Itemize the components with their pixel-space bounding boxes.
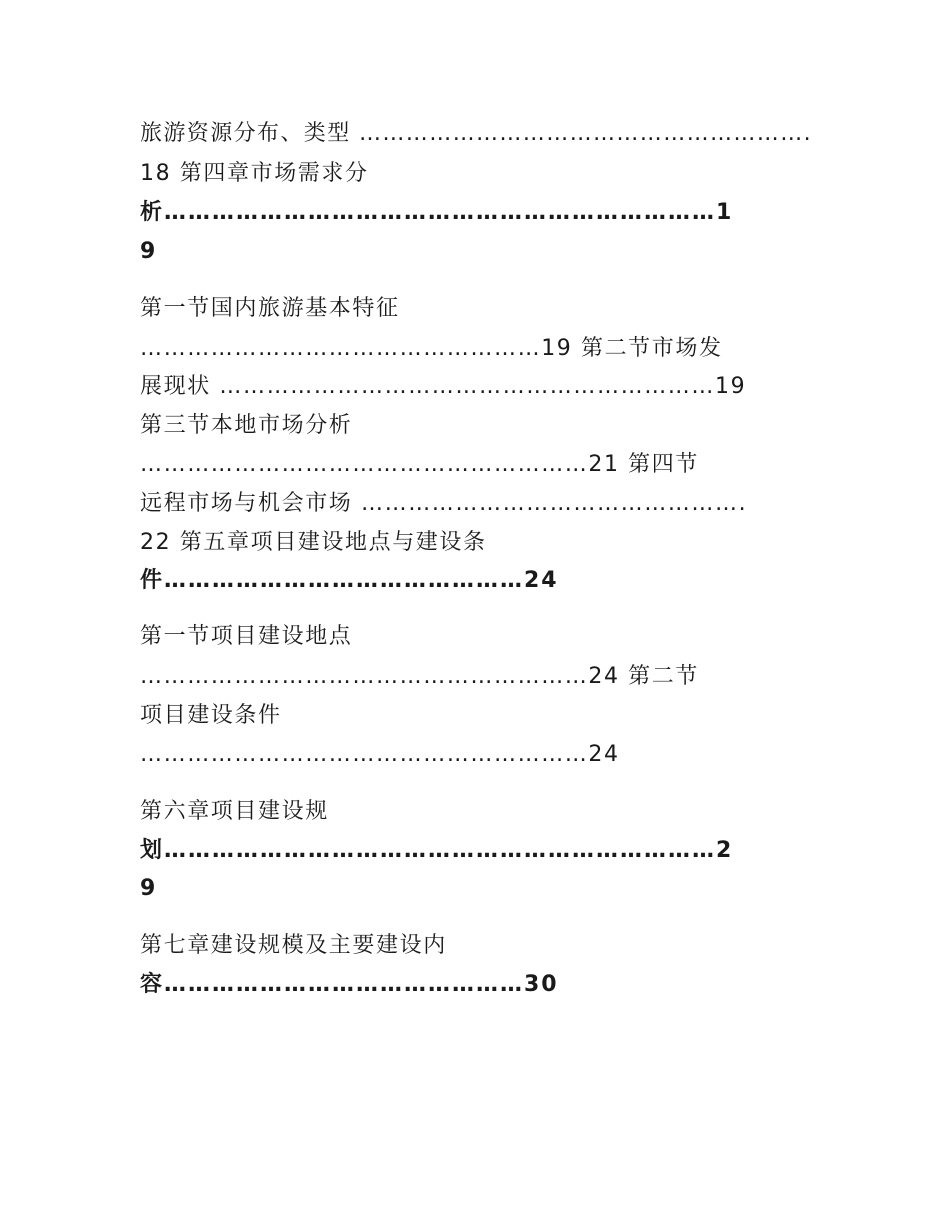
toc-line: 展现状 ………………………………………………………19 (140, 374, 747, 399)
toc-line: ……………………………………………19 第二节市场发 (140, 336, 723, 361)
toc-line: 第六章项目建设规 (140, 799, 329, 824)
toc-line: 第一节项目建设地点 (140, 624, 353, 649)
toc-line: 9 (140, 876, 158, 901)
toc-line: 第七章建设规模及主要建设内 (140, 933, 447, 958)
toc-line: 22 第五章项目建设地点与建设条 (140, 530, 487, 555)
toc-line: 远程市场与机会市场 …………………………………………. (140, 491, 748, 516)
toc-line: 第三节本地市场分析 (140, 413, 353, 438)
toc-line: 18 第四章市场需求分 (140, 161, 369, 186)
toc-line: 第一节国内旅游基本特征 (140, 296, 400, 321)
toc-line: 9 (140, 239, 158, 264)
toc-line: 容………………………………………30 (140, 972, 559, 997)
toc-line: …………………………………………………24 第二节 (140, 664, 699, 689)
toc-line: 件………………………………………24 (140, 568, 559, 593)
toc-line: 旅游资源分布、类型 …………………………………………………. (140, 121, 812, 146)
toc-line: 析……………………………………………………………1 (140, 200, 734, 225)
toc-line: 划……………………………………………………………2 (140, 838, 734, 863)
toc-line: …………………………………………………21 第四节 (140, 452, 699, 477)
toc-line: 项目建设条件 (140, 703, 282, 728)
toc-line: …………………………………………………24 (140, 742, 620, 767)
